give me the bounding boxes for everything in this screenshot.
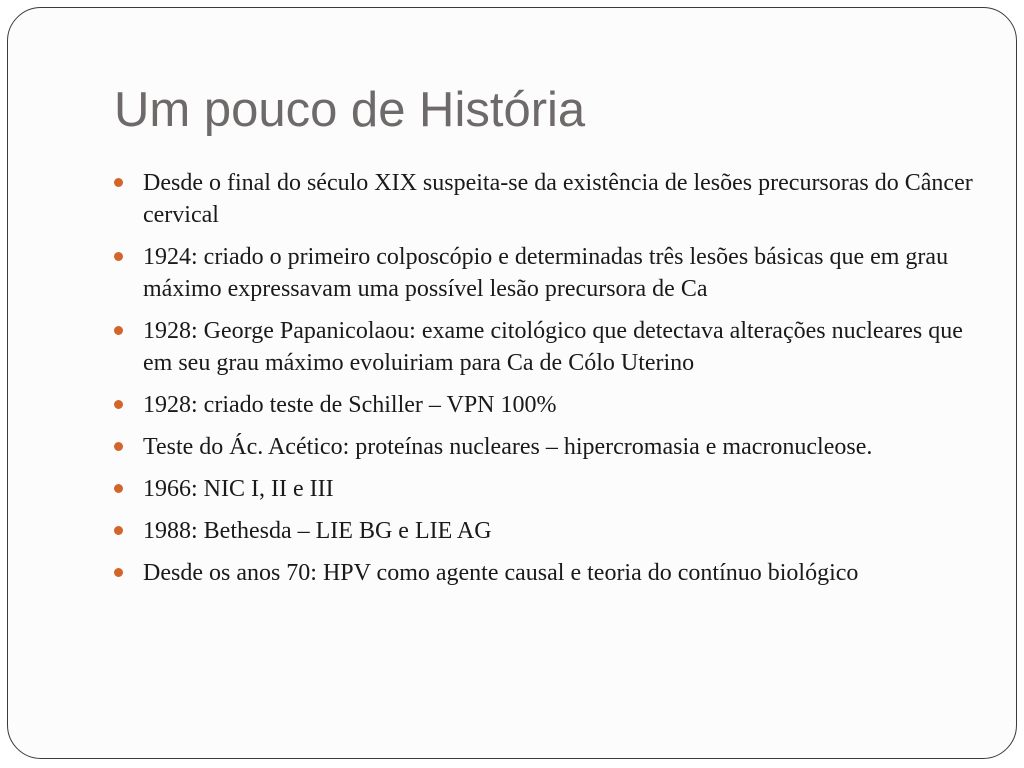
bullet-dot-icon	[114, 568, 123, 577]
bullet-dot-icon	[114, 252, 123, 261]
bullet-dot-icon	[114, 178, 123, 187]
bullet-text: 1928: George Papanicolaou: exame citológico que detectava alterações nucleares que em seu grau máximo evoluiriam para Ca de Cólo Uterino	[143, 318, 963, 376]
bullet-text: Desde os anos 70: HPV como agente causal e teoria do contínuo biológico	[143, 560, 859, 586]
bullet-item	[114, 431, 974, 463]
bullet-dot-icon	[114, 400, 123, 409]
bullet-item	[114, 241, 974, 305]
bullet-item	[114, 473, 974, 505]
bullet-list	[114, 167, 974, 599]
bullet-item	[114, 557, 974, 589]
bullet-item	[114, 167, 974, 231]
bullet-dot-icon	[114, 442, 123, 451]
bullet-text: 1924: criado o primeiro colposcópio e determinadas três lesões básicas que em grau máximo expressavam uma possível lesão precursora de Ca	[143, 244, 949, 302]
bullet-item	[114, 389, 974, 421]
bullet-item	[114, 515, 974, 547]
bullet-item	[114, 315, 974, 379]
bullet-text: Teste do Ác. Acético: proteínas nucleares – hipercromasia e macronucleose.	[143, 434, 873, 460]
bullet-dot-icon	[114, 326, 123, 335]
bullet-text: 1928: criado teste de Schiller – VPN 100%	[143, 392, 557, 418]
slide-title: Um pouco de História	[114, 83, 586, 137]
bullet-dot-icon	[114, 526, 123, 535]
bullet-text: 1966: NIC I, II e III	[143, 476, 334, 502]
bullet-dot-icon	[114, 484, 123, 493]
bullet-text: 1988: Bethesda – LIE BG e LIE AG	[143, 518, 492, 544]
bullet-text: Desde o final do século XIX suspeita-se da existência de lesões precursoras do Câncer cervical	[143, 170, 973, 228]
